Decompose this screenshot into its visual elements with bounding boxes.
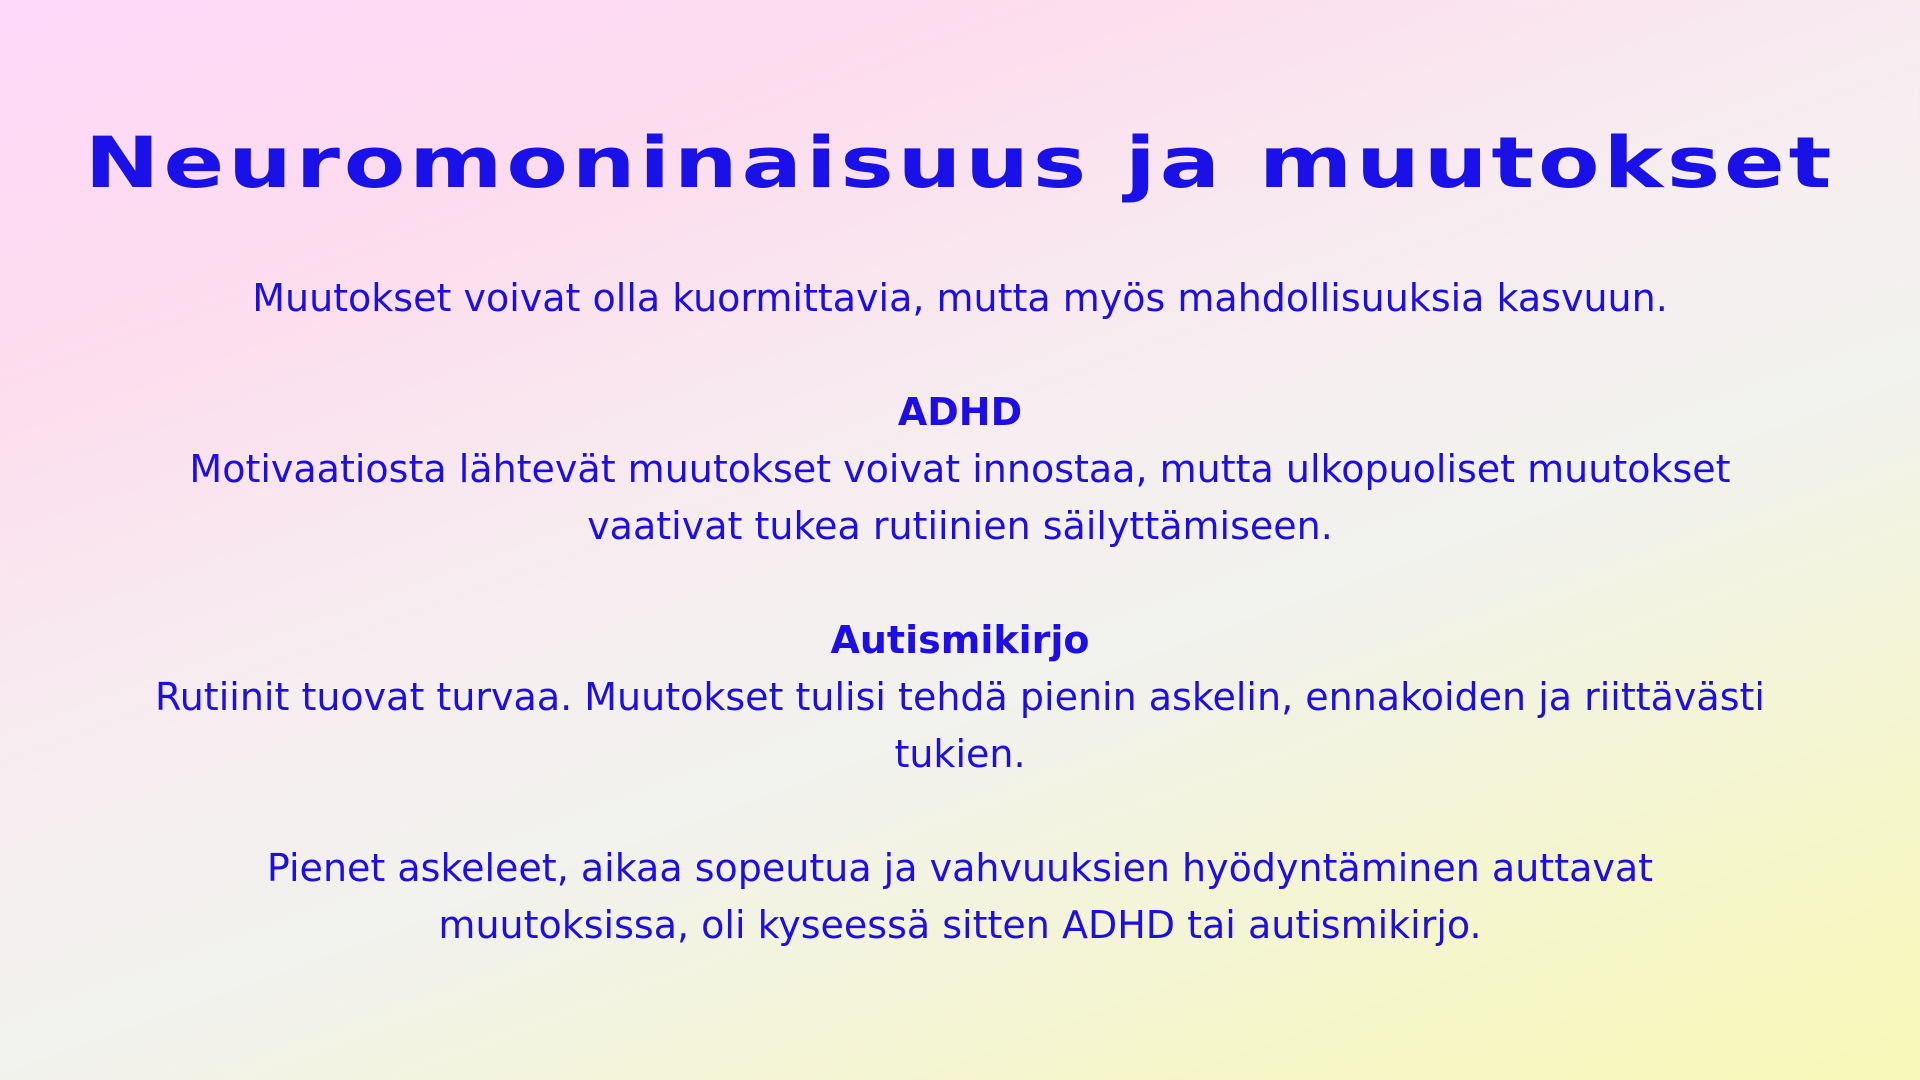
intro-text: Muutokset voivat olla kuormittavia, mutta myös mahdollisuuksia kasvuun. xyxy=(252,276,1668,320)
section-autism-line-1: Rutiinit tuovat turvaa. Muutokset tulisi tehdä pienin askelin, ennakoiden ja riittävästi xyxy=(155,675,1765,719)
section-adhd-line-2: vaativat tukea rutiinien säilyttämiseen. xyxy=(587,504,1333,548)
slide-title: Neuromoninaisuus ja muutokset xyxy=(84,122,1836,204)
section-adhd-line-1: Motivaatiosta lähtevät muutokset voivat innostaa, mutta ulkopuoliset muutokset xyxy=(189,447,1731,491)
section-autism-line-2: tukien. xyxy=(894,732,1026,776)
section-heading-adhd: ADHD xyxy=(897,390,1023,434)
spacer xyxy=(120,327,1800,384)
slide-content xyxy=(120,270,1800,954)
section-heading-autism: Autismikirjo xyxy=(830,618,1090,662)
spacer xyxy=(120,783,1800,840)
conclusion-line-1: Pienet askeleet, aikaa sopeutua ja vahvuuksien hyödyntäminen auttavat xyxy=(266,846,1654,890)
conclusion-line-2: muutoksissa, oli kyseessä sitten ADHD tai autismikirjo. xyxy=(438,903,1482,947)
spacer xyxy=(120,555,1800,612)
